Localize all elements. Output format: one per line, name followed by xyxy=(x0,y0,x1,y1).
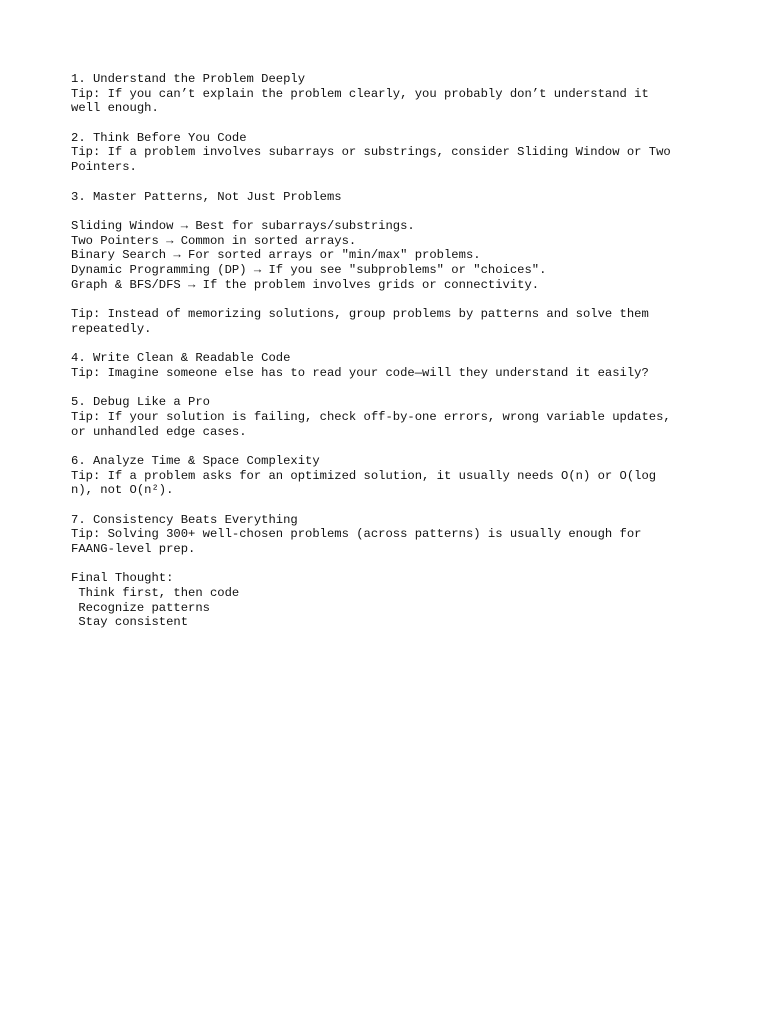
tip-line: Tip: If a problem involves subarrays or substrings, consider Sliding Window or Two xyxy=(71,145,671,160)
tip-line: Tip: If you can’t explain the problem clearly, you probably don’t understand it xyxy=(71,86,649,101)
pattern-line: Graph & BFS/DFS → If the problem involves grids or connectivity. xyxy=(71,277,540,292)
section-heading: 1. Understand the Problem Deeply xyxy=(71,72,306,86)
final-item: Recognize patterns xyxy=(71,600,210,615)
spacer xyxy=(71,557,701,572)
spacer xyxy=(71,204,701,219)
section-5 xyxy=(71,395,701,439)
tip-line: well enough. xyxy=(71,101,159,116)
pattern-line: Sliding Window → Best for subarrays/substrings. xyxy=(71,218,415,233)
section-6 xyxy=(71,454,701,498)
final-item: Stay consistent xyxy=(71,615,189,630)
section-heading: 5. Debug Like a Pro xyxy=(71,395,210,410)
tip-line: Tip: Instead of memorizing solutions, group problems by patterns and solve them xyxy=(71,307,649,321)
section-heading: 7. Consistency Beats Everything xyxy=(71,512,298,527)
section-7 xyxy=(71,513,701,557)
document-body xyxy=(71,72,701,630)
spacer xyxy=(71,116,701,131)
spacer xyxy=(71,380,701,395)
section-1 xyxy=(71,72,701,116)
section-heading: 2. Think Before You Code xyxy=(71,130,247,145)
section-heading: 3. Master Patterns, Not Just Problems xyxy=(71,189,342,204)
tip-line: repeatedly. xyxy=(71,321,152,336)
final-thought xyxy=(71,571,701,630)
section-heading: 6. Analyze Time & Space Complexity xyxy=(71,453,320,468)
section-heading: 4. Write Clean & Readable Code xyxy=(71,351,291,366)
spacer xyxy=(71,336,701,351)
tip-line: FAANG-level prep. xyxy=(71,542,196,556)
final-item: Think first, then code xyxy=(71,586,240,601)
spacer xyxy=(71,175,701,190)
tip-line: Tip: If your solution is failing, check off-by-one errors, wrong variable updates, xyxy=(71,409,671,424)
final-heading: Final Thought: xyxy=(71,571,174,586)
section-4 xyxy=(71,351,701,380)
tip-line: or unhandled edge cases. xyxy=(71,424,247,439)
tip-line: Pointers. xyxy=(71,160,137,175)
tip-line: Tip: Solving 300+ well-chosen problems (across patterns) is usually enough for xyxy=(71,527,642,542)
pattern-line: Dynamic Programming (DP) → If you see "subproblems" or "choices". xyxy=(71,262,547,277)
tip-line: Tip: If a problem asks for an optimized solution, it usually needs O(n) or O(log xyxy=(71,468,657,483)
section-2 xyxy=(71,131,701,175)
spacer xyxy=(71,292,701,307)
spacer xyxy=(71,439,701,454)
section-3 xyxy=(71,190,701,337)
spacer xyxy=(71,498,701,513)
pattern-line: Two Pointers → Common in sorted arrays. xyxy=(71,233,357,248)
tip-line: Tip: Imagine someone else has to read your code—will they understand it easily? xyxy=(71,365,649,380)
tip-line: n), not O(n²). xyxy=(71,483,174,498)
pattern-line: Binary Search → For sorted arrays or "min/max" problems. xyxy=(71,248,481,263)
